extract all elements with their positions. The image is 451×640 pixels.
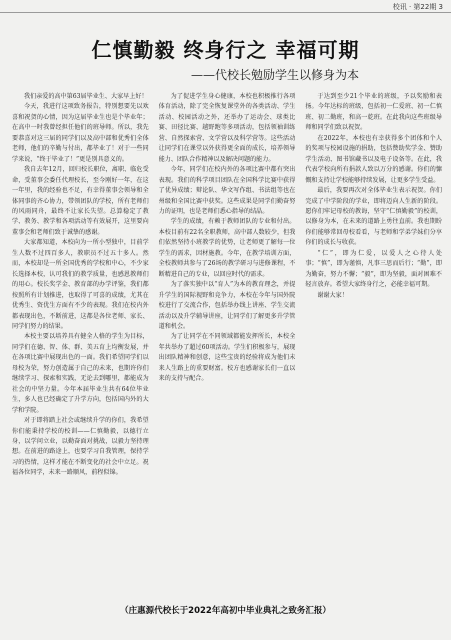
column-1 [12,92,149,582]
article-body [12,92,442,582]
paragraph: 大家都知道，本校向为一所小型独中，目前学生人数不过四百多人，教职员不过五十多人。然而，本校却是一所全国优秀的学校和中心，不少家长选择本校，认可我们的教学质量，也感恩教师们的用心。校长奖学金、教育部的办学评鉴，我们都按照所有计划推进，也取得了可喜的成绩，尤其在优秀生、资优生方面有不少的表现。我们在校内外都表现出色，不断前进，这都是各位老师、家长、同学们努力的结果。 [12,239,149,330]
paragraph: 今年，同学们在校内外的各项比赛中都有突出表现。我们的科学项目团队在全国科学比赛中获得了优异成绩；辩论队、华文写作组、书法组等也在州级和全国比赛中获奖。这些成果是同学们勤奋努力的证明，也是老师们悉心指导的结晶。 [158,166,296,215]
paragraph: 今天，我进行这项致务报告，特别想要先以欢喜和祝贺的心情，因为这届毕业生也是个毕业年；在高中一时我曾经担任他们的班导师。所以，我先要恭喜对这三届的同学们以及高中部和优秀们全体老师，他们的辛勤与付出，都毕业了！对于一些同学来说，“终于毕业了！”更是别具意义的。 [12,103,149,163]
paragraph: 对于即将踏上社会或继续升学的你们，我希望你们能秉持学校的校训——仁慎勤毅，以德行立身，以学问立业，以勤奋面对挑战，以毅力坚持理想。在前进的路途上，也要学习自我管理，保持学习的热情，这样才能在不断变化的社会中立足。祝福各位同学，未来一路顺风，前程似锦。 [12,417,149,477]
article-subtitle: ——代校长勉励学生以修身为本 [190,68,359,82]
paragraph: “仁”，即为仁爱，以爱人之心待人处事；“慎”，即为谨慎，凡事三思而后行；“勤”，即为勤奋，努力不懈；“毅”，即为坚毅，面对困难不轻言放弃。希望大家终身行之，必能幸福可期。 [305,249,443,289]
paragraph: 在2022年，本校也有幸获得多个团体和个人的奖项与校园设施的捐助，包括赞助奖学金、赞助学生活动、图书馆藏书以及电子设备等。在此，我代表学校向所有捐款人致以万分的感谢。你们的慷慨和支持让学校能够持续发展，让更多学生受益。 [305,134,443,184]
paragraph: 谢谢大家！ [317,291,348,299]
article-title: 仁慎勤毅 终身行之 幸福可期 [91,38,360,62]
column-2 [159,92,296,582]
page-header [0,0,451,13]
paragraph: 最后，我要再次对全体毕业生表示祝贺。你们完成了中学阶段的学业，即将迈向人生新的阶段。愿你们牢记母校的教诲，坚守“仁慎勤毅”的校训，以修身为本，在未来的道路上勇往直前。我也期盼你们能够常回母校看看，与老师和学弟学妹们分享你们的成长与收获。 [305,187,443,247]
paragraph: 为了促进学生身心健康，本校也积极推行各项体育活动，除了完全恢复课堂外的各类活动、学生活动、校园活动之外，还举办了运动会、球类比赛、田径比赛、越野跑等多项活动，包括领袖训练营、自然探索营、文学营以及科学营等。这些活动让同学们在课堂以外获得更全面的成长，培养领导能力、团队合作精神以及解决问题的能力。 [158,93,296,163]
column-3 [305,92,442,582]
paragraph: 于达到至少21个毕业的班级，予以奖励和表扬。今年达标的班级，包括初一仁爱班、初一仁慎班、初二勤班，和高一乾班。在此我向这些班级导师和同学们致以祝贺。 [305,93,443,132]
paragraph: 我们亲爱的高中第63届毕业生、大家早上好！ [24,93,148,100]
paragraph: 为了落实独中以“育人”为本的教育理念，并提升学生的国际视野和竞争力，本校在今年与国外院校进行了交流合作，包括举办线上讲座、学生交流活动以及升学辅导讲座，让同学们了解更多升学管道和机会。 [158,281,296,330]
issue-label: 校讯 · 第22期 3 [392,3,443,11]
paragraph: 本校主要以培养具有健全人格的学生为目标，同学们在德、智、体、群、美五育上均衡发展，并在各项比赛中展现出色的一面。我们希望同学们以母校为荣，努力创造属于自己的未来，也期许你们继续学习、探索和实践，无论去到哪里，都能成为社会的中坚力量。今年本届毕业生共有64位毕业生，多人也已经确定了升学方向，包括国内外的大学和学院。 [12,333,149,414]
paragraph: 我自去年12月，回归校长职位，离职、临危受命，受董事会委任代理校长，至今刚好一年，在这一年里，我的经验也不足，有幸得董事会领导和全体同事的齐心协力，带领团队的学校，所有老师们的风雨同舟，最终不让家长失望。总算稳定了教学、教务、教学和各项活动等有效展开，这里要向董事会和老师们致于诚挚的感谢。 [12,166,149,236]
paragraph: 为了让同学在不同领域都能发挥所长，本校全年共举办了超过60项活动。学生们积极参与，展现出团队精神和创意，这些宝贵的经验将成为他们未来人生路上的重要财富。校方也感谢家长们一直以来的支持与配合。 [158,333,296,383]
photo-caption: （庄惠源代校长于2022年高初中毕业典礼之致务汇报） [120,606,331,616]
paragraph: 学生的成绩，有赖于教师团队的专业和付出。本校目前有22名全职教师，高中部人数较少，但我们依然坚持小班教学的优势，让老师更了解每一位学生的需求，因材施教。今年，在教学培训方面，全校教师共参与了26场的教学研习与进修课程，不断精进自己的专业，以回应时代的需求。 [158,218,296,278]
